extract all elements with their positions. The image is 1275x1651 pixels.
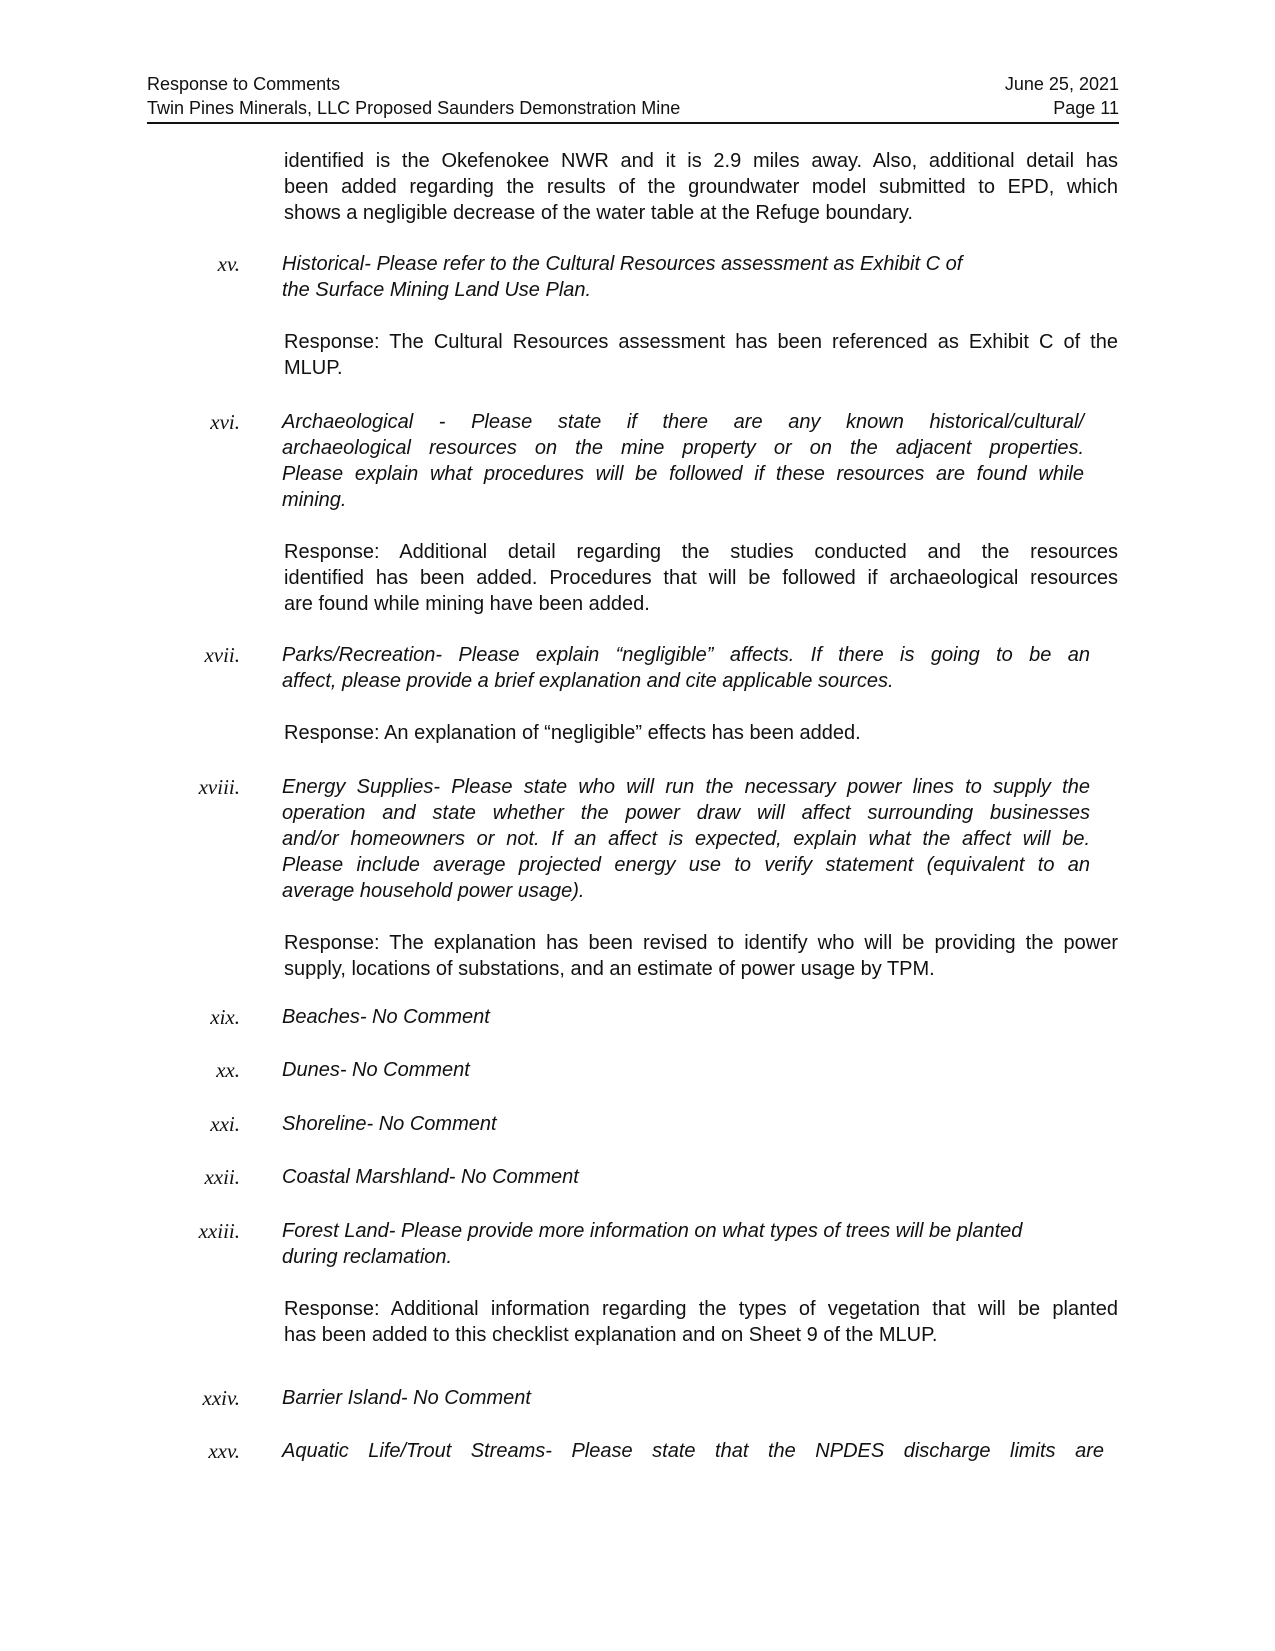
item-numeral: xviii. <box>198 775 240 799</box>
header-document-title: Response to Comments <box>147 74 341 94</box>
intro-response <box>284 148 1118 226</box>
response-line: been added regarding the results of the groundwater model submitted to EPD, which <box>284 176 1118 198</box>
item-numeral: xxv. <box>208 1439 240 1463</box>
question-line: Forest Land- Please provide more information on what types of trees will be planted <box>282 1220 1023 1242</box>
question-line: Barrier Island- No Comment <box>282 1387 531 1409</box>
item-numeral: xx. <box>216 1058 240 1082</box>
header-date: June 25, 2021 <box>1004 74 1119 94</box>
item-question <box>282 1218 1082 1270</box>
question-line: archaeological resources on the mine property or on the adjacent properties. <box>282 437 1084 459</box>
question-line: and/or homeowners or not. If an affect is expected, explain what the affect will be. <box>282 828 1090 850</box>
item-numeral: xxi. <box>210 1112 240 1136</box>
response-line: Response: The explanation has been revised to identify who will be providing the power <box>284 932 1118 954</box>
item-question <box>282 774 1090 904</box>
item-question <box>282 1164 1084 1190</box>
item-numeral: xvii. <box>204 643 240 667</box>
response-line: MLUP. <box>284 357 343 379</box>
question-line: average household power usage). <box>282 880 585 902</box>
item-response <box>284 539 1118 617</box>
response-line: identified is the Okefenokee NWR and it is 2.9 miles away. Also, additional detail has <box>284 150 1118 172</box>
question-line: Shoreline- No Comment <box>282 1113 497 1135</box>
item-numeral: xvi. <box>210 410 240 434</box>
question-line: Coastal Marshland- No Comment <box>282 1166 579 1188</box>
item-question <box>282 1111 1084 1137</box>
question-line: Parks/Recreation- Please explain “negligible” affects. If there is going to be an <box>282 644 1090 666</box>
item-response <box>284 329 1118 381</box>
item-question <box>282 409 1084 513</box>
question-line: operation and state whether the power draw will affect surrounding businesses <box>282 802 1090 824</box>
response-line: Response: The Cultural Resources assessment has been referenced as Exhibit C of the <box>284 331 1118 353</box>
response-line: has been added to this checklist explanation and on Sheet 9 of the MLUP. <box>284 1324 938 1346</box>
header-project-title: Twin Pines Minerals, LLC Proposed Saunders Demonstration Mine <box>147 98 681 118</box>
response-line: Response: Additional information regarding the types of vegetation that will be planted <box>284 1298 1118 1320</box>
item-numeral: xxii. <box>204 1165 240 1189</box>
question-line: affect, please provide a brief explanation and cite applicable sources. <box>282 670 894 692</box>
item-question <box>282 1385 1084 1411</box>
response-line: Response: Additional detail regarding the studies conducted and the resources <box>284 541 1118 563</box>
question-line: Aquatic Life/Trout Streams- Please state that the NPDES discharge limits are <box>282 1440 1104 1462</box>
question-line: Energy Supplies- Please state who will run the necessary power lines to supply the <box>282 776 1090 798</box>
question-line: Beaches- No Comment <box>282 1006 490 1028</box>
question-line: during reclamation. <box>282 1246 453 1268</box>
item-numeral: xv. <box>217 252 240 276</box>
response-line: Response: An explanation of “negligible” effects has been added. <box>284 722 861 744</box>
question-line: Archaeological - Please state if there are any known historical/cultural/ <box>282 411 1084 433</box>
item-question <box>282 251 1084 303</box>
page-header <box>147 72 1119 124</box>
question-line: mining. <box>282 489 347 511</box>
item-response <box>284 930 1118 982</box>
item-numeral: xix. <box>210 1005 240 1029</box>
item-numeral: xxiv. <box>202 1386 240 1410</box>
item-numeral: xxiii. <box>198 1219 240 1243</box>
question-line: Please explain what procedures will be followed if these resources are found while <box>282 463 1084 485</box>
response-line: shows a negligible decrease of the water table at the Refuge boundary. <box>284 202 913 224</box>
question-line: the Surface Mining Land Use Plan. <box>282 279 592 301</box>
question-line: Historical- Please refer to the Cultural Resources assessment as Exhibit C of <box>282 253 963 275</box>
response-line: identified has been added. Procedures that will be followed if archaeological resources <box>284 567 1118 589</box>
question-line: Please include average projected energy use to verify statement (equivalent to an <box>282 854 1090 876</box>
response-line: supply, locations of substations, and an estimate of power usage by TPM. <box>284 958 935 980</box>
response-line: are found while mining have been added. <box>284 593 650 615</box>
item-response <box>284 1296 1118 1348</box>
item-question <box>282 1057 1084 1083</box>
question-line: Dunes- No Comment <box>282 1059 470 1081</box>
item-question <box>282 1438 1104 1464</box>
item-response <box>284 720 1118 746</box>
item-question <box>282 642 1090 694</box>
item-question <box>282 1004 1084 1030</box>
header-page-number: Page 11 <box>1053 98 1119 118</box>
